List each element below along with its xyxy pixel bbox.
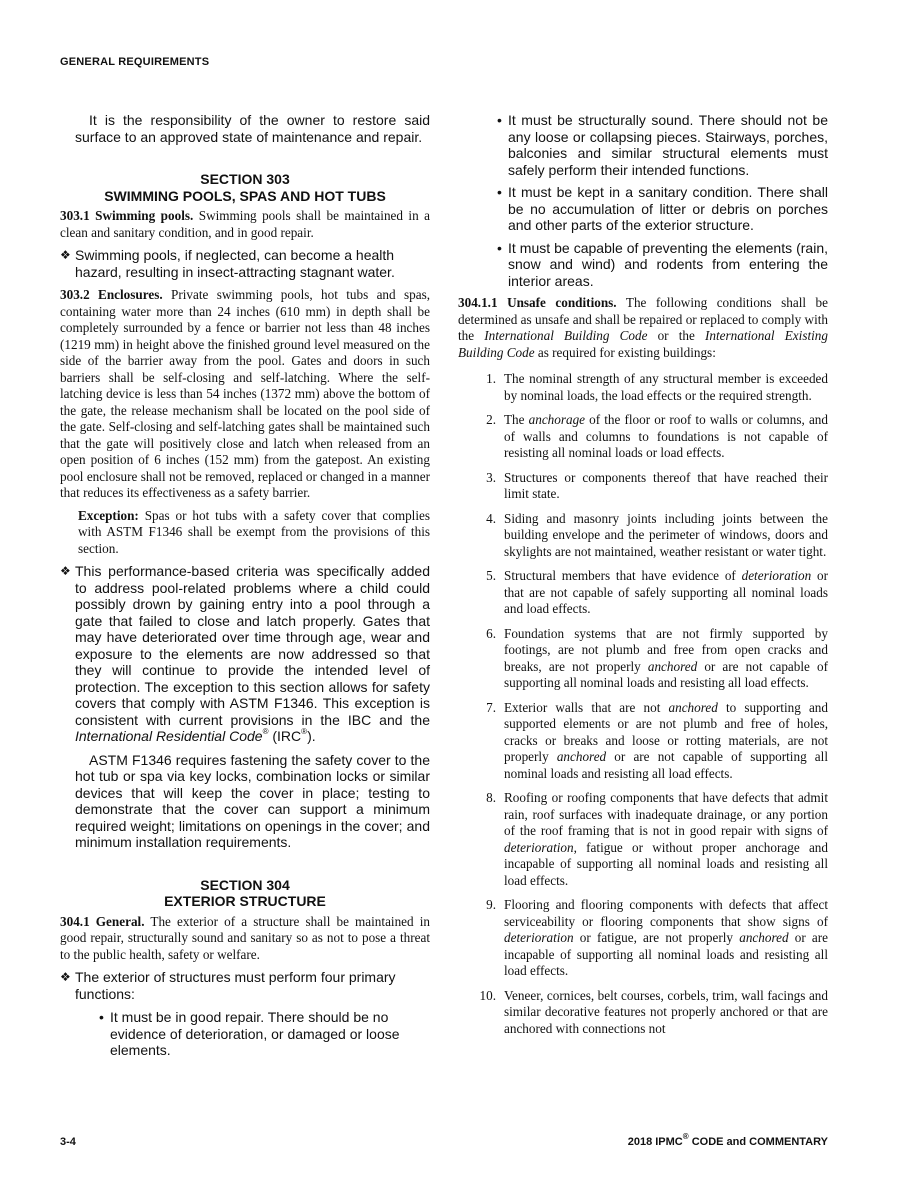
section-text: The exterior of a structure shall be maintained in good repair, structurally sound and sanitary so as not to pose a threat to the public health, safety or welfare. <box>60 913 431 962</box>
item-number: 9. <box>486 897 496 912</box>
unsafe-condition-item <box>458 371 828 404</box>
item-number: 5. <box>486 568 496 583</box>
list-item <box>493 112 828 178</box>
section-text: The following conditions shall be determined as unsafe and shall be repaired or replaced to comply with the <box>458 295 829 343</box>
bullet-icon: • <box>497 184 502 200</box>
registered-mark: ® <box>301 727 308 737</box>
unsafe-conditions-list <box>458 371 828 1037</box>
code-section-303-1 <box>60 208 430 241</box>
item-text: or are not capable of supporting all nominal loads and resisting all load effects. <box>504 658 829 690</box>
bullet-icon: • <box>497 239 502 256</box>
section-text: as required for existing buildings: <box>534 344 716 360</box>
code-section-304-1-1 <box>458 295 828 361</box>
code-section-303-2 <box>60 287 430 502</box>
item-text: of the floor or roof to walls or columns, and of walls and columns to foundations is not capable of resisting all nominal loads or load effects. <box>504 412 828 460</box>
item-number: 1. <box>486 371 496 386</box>
page-number: 3-4 <box>60 1136 76 1148</box>
commentary-continuation: It is the responsibility of the owner to restore said surface to an approved state of maintenance and repair. <box>75 112 430 145</box>
unsafe-condition-item <box>458 626 828 692</box>
commentary-text: ). <box>307 728 316 744</box>
left-column <box>60 112 430 1065</box>
item-text: or are incapable of supporting all nominal loads and resisting all load effects. <box>504 930 828 978</box>
commentary-text: Swimming pools, if neglected, can become a health hazard, resulting in insect-attracting stagnant water. <box>75 247 395 280</box>
section-text: Swimming pools shall be maintained in a clean and sanitary condition, and in good repair. <box>60 208 431 240</box>
commentary-block <box>60 563 430 745</box>
right-column <box>458 112 828 1045</box>
commentary-diamond-icon: ❖ <box>60 248 71 262</box>
ibc-title: International Building Code <box>484 328 648 343</box>
commentary-paragraph: ASTM F1346 requires fastening the safety cover to the hot tub or spa via key locks, combination locks or similar devices that will keep the cover in place; testing to demonstrate that the cover can support a minimum required weight; limitations on openings in the cover; and minimum installation requirements. <box>75 751 430 850</box>
item-text: to supporting and supported elements or are not plumb and free of holes, cracks or breaks and loose or rotting materials, are not properly <box>504 699 828 764</box>
item-text: Exterior walls that are not <box>504 699 669 715</box>
list-item-text: It must be structurally sound. There should not be any loose or collapsing pieces. Stairways, porches, balconies and similar structural elements must safely perform their intended functions. <box>508 112 828 178</box>
book-title-text: 2018 IPMC <box>627 1136 683 1148</box>
iebc-title: International Existing Building Code <box>458 328 828 360</box>
unsafe-condition-item <box>458 897 828 980</box>
item-text: The <box>504 412 529 427</box>
exception-note <box>60 508 430 558</box>
item-text: The nominal strength of any structural member is exceeded by nominal loads, the load effects or the required strength. <box>504 371 828 403</box>
item-text: Flooring and flooring components with defects that affect serviceability or flooring components that show signs of <box>504 897 828 929</box>
item-number: 10. <box>479 987 496 1003</box>
book-title-text: CODE and COMMENTARY <box>688 1136 828 1148</box>
defined-term: deterioration <box>741 568 812 583</box>
section-303-title: SECTION 303 <box>200 171 290 187</box>
item-text: Siding and masonry joints including joints between the building envelope and the perimeter of windows, doors and skylights are not maintained, weather resistant or water tight. <box>504 510 828 559</box>
item-text: or that are not capable of safely supporting all nominal loads and load effects. <box>504 568 828 616</box>
defined-term: anchored <box>647 658 698 674</box>
section-304-title: SECTION 304 <box>200 876 290 893</box>
item-number: 7. <box>486 699 496 715</box>
registered-mark: ® <box>262 727 269 737</box>
commentary-block <box>60 969 430 1002</box>
defined-term: anchored <box>668 699 718 715</box>
section-label: 303.1 Swimming pools. <box>60 208 194 223</box>
section-text: Private swimming pools, hot tubs and spas, containing water more than 24 inches (610 mm) in depth shall be completely surrounded by a fence or barrier not less than 48 inches (1219 mm) in height above the finished ground level measured on the side of the barrier away from the pool. Gates and doors in such barriers shall be self-closing and self-latching. Where the self-latching device is less than 54 inches (1372 mm) above the bottom of the gate, the release mechanism shall be located on the pool side of the gate. Self-closing and self-latching gates shall be maintained such that the gate will positively close and latch when released from an open position of 6 inches (152 mm) from the gatepost. An existing pool enclosure shall not be removed, replaced or changed in a manner that reduces its effectiveness as a safety barrier. <box>60 287 430 500</box>
defined-term: anchored <box>556 749 607 764</box>
unsafe-condition-item <box>458 790 828 889</box>
book-title <box>627 1132 828 1148</box>
defined-term: anchored <box>739 930 789 945</box>
exception-text: Spas or hot tubs with a safety cover that complies with ASTM F1346 shall be exempt from the provisions of this section. <box>78 507 430 556</box>
section-text: or the <box>647 328 705 343</box>
commentary-text: The exterior of structures must perform four primary functions: <box>75 969 396 1002</box>
item-text: or fatigue, are not properly <box>573 930 740 945</box>
unsafe-condition-item <box>458 412 828 462</box>
bullet-icon: • <box>497 112 502 128</box>
list-item <box>95 1009 430 1059</box>
commentary-text: (IRC <box>268 728 302 744</box>
item-text: Roofing or roofing components that have defects that admit rain, roof surfaces with inadequate drainage, or any portion of the roof framing that is not in good repair with signs of <box>504 790 828 838</box>
commentary-text: This performance-based criteria was specifically added to address pool-related problems where a child could possibly drown by gaining entry into a pool through a gate that failed to close and latch properly. Gates that may have deteriorated over time through age, wear and exposure to the elements are now addressed so that they will continue to provide the intended level of protection. The exception to this section allows for safety covers that comply with ASTM F1346. This exception is consistent with current provisions in the IBC and the <box>75 563 430 728</box>
section-303-subtitle: SWIMMING POOLS, SPAS AND HOT TUBS <box>104 187 386 204</box>
section-label: 304.1.1 Unsafe conditions. <box>458 295 617 310</box>
defined-term: anchorage <box>528 412 586 427</box>
functions-list <box>60 1009 430 1059</box>
item-text: Veneer, cornices, belt courses, corbels, trim, wall facings and similar decorative features not properly anchored or that are anchored with connections not <box>504 987 828 1036</box>
list-item-text: It must be kept in a sanitary condition. There shall be no accumulation of litter or debris on porches and other parts of the exterior structure. <box>508 184 828 233</box>
unsafe-condition-item <box>458 511 828 561</box>
exception-label: Exception: <box>78 507 139 523</box>
item-number: 4. <box>486 510 496 526</box>
list-item <box>493 240 828 290</box>
registered-mark: ® <box>682 1132 689 1142</box>
item-text: Structural members that have evidence of <box>504 568 742 583</box>
section-label: 304.1 General. <box>60 913 145 929</box>
item-number: 3. <box>486 469 496 485</box>
commentary-block <box>60 247 430 280</box>
list-item <box>493 184 828 234</box>
item-number: 6. <box>486 625 496 641</box>
unsafe-condition-item <box>458 470 828 503</box>
commentary-diamond-icon: ❖ <box>60 970 71 984</box>
section-303-heading <box>60 171 430 204</box>
running-head: GENERAL REQUIREMENTS <box>60 56 210 68</box>
defined-term: deterioration <box>504 930 574 945</box>
unsafe-condition-item <box>458 700 828 783</box>
item-text: Foundation systems that are not firmly supported by footings, are not plumb and free from open cracks and breaks, are not properly <box>504 625 828 674</box>
list-item-text: It must be capable of preventing the elements (rain, snow and wind) and rodents from entering the interior areas. <box>508 239 828 289</box>
item-number: 2. <box>486 412 496 427</box>
commentary-diamond-icon: ❖ <box>60 564 71 578</box>
bullet-icon: • <box>99 1009 104 1025</box>
item-number: 8. <box>486 790 496 805</box>
irc-title: International Residential Code <box>75 728 263 744</box>
section-label: 303.2 Enclosures. <box>60 287 163 302</box>
item-text: , fatigue or without proper anchorage and incapable of supporting all nominal loads and resisting all load effects. <box>504 839 828 888</box>
unsafe-condition-item <box>458 988 828 1038</box>
list-item-text: It must be in good repair. There should be no evidence of deterioration, or damaged or loose elements. <box>110 1009 400 1058</box>
item-text: or are not capable of supporting all nominal loads and resisting all load effects. <box>504 749 828 781</box>
item-text: Structures or components thereof that have reached their limit state. <box>504 469 828 501</box>
section-304-subtitle: EXTERIOR STRUCTURE <box>164 893 326 909</box>
unsafe-condition-item <box>458 568 828 618</box>
section-304-heading <box>60 877 430 910</box>
functions-list-continued <box>458 112 828 289</box>
code-section-304-1 <box>60 914 430 964</box>
defined-term: deterioration <box>504 839 574 855</box>
